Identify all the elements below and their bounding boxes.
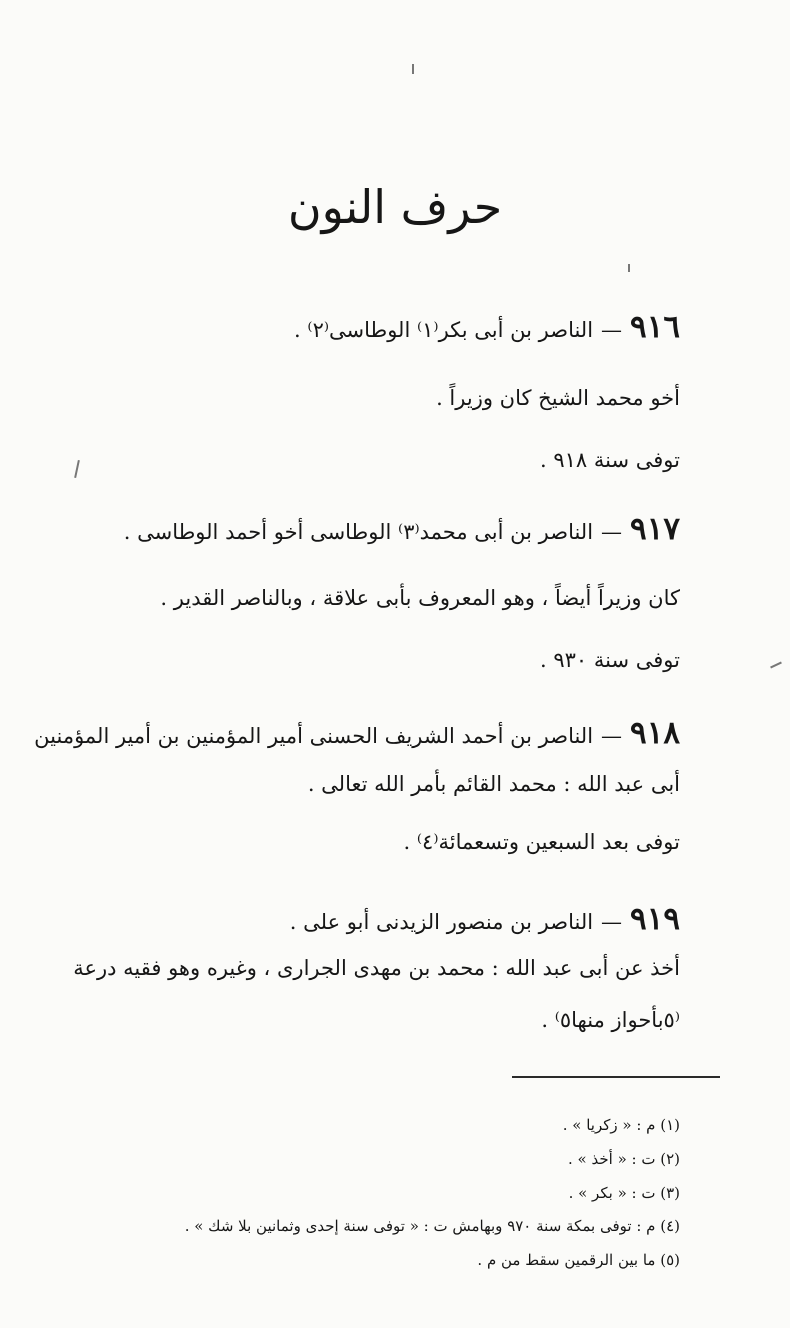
footnote: (٢) ت : « أخذ » . bbox=[568, 1150, 680, 1168]
entry-text: توفى سنة ٩١٨ . bbox=[540, 448, 680, 472]
entry-name: الناصر بن أحمد الشريف الحسنى أمير المؤمنين بن أمير المؤمنين bbox=[34, 724, 594, 748]
entry-name: الناصر بن أبى محمد⁽٣⁾ الوطاسى أخو أحمد الوطاسى . bbox=[123, 520, 594, 544]
entry-heading: ٩١٦—الناصر بن أبى بكر⁽١⁾ الوطاسى⁽٢⁾ . bbox=[294, 309, 680, 345]
entry-text: كان وزيراً أيضاً ، وهو المعروف بأبى علاقة ، وبالناصر القدير . bbox=[160, 586, 680, 610]
footnote: (٣) ت : « بكر » . bbox=[568, 1184, 680, 1202]
entry-text: توفى سنة ٩٣٠ . bbox=[540, 648, 680, 672]
entry-text: أبى عبد الله : محمد القائم بأمر الله تعالى . bbox=[307, 772, 680, 796]
entry-number: ٩١٩ bbox=[630, 901, 680, 937]
entry-text: توفى بعد السبعين وتسعمائة⁽٤⁾ . bbox=[403, 830, 680, 854]
footnote-divider bbox=[512, 1076, 720, 1078]
entry-heading: ٩١٩—الناصر بن منصور الزيدنى أبو على . bbox=[289, 901, 680, 937]
entry-number: ٩١٧ bbox=[630, 511, 680, 547]
footnote: (٥) ما بين الرقمين سقط من م . bbox=[477, 1251, 680, 1269]
footnote: (٤) م : توفى بمكة سنة ٩٧٠ وبهامش ت : « توفى سنة إحدى وثمانين بلا شك » . bbox=[184, 1217, 680, 1235]
scan-speck bbox=[628, 264, 630, 272]
scan-speck bbox=[770, 662, 782, 669]
entry-number: ٩١٨ bbox=[630, 715, 680, 751]
entry-heading: ٩١٧—الناصر بن أبى محمد⁽٣⁾ الوطاسى أخو أحمد الوطاسى . bbox=[123, 511, 680, 547]
entry-text: أخذ عن أبى عبد الله : محمد بن مهدى الجرارى ، وغيره وهو فقيه درعة bbox=[73, 956, 680, 980]
chapter-title: حرف النون bbox=[287, 180, 503, 234]
entry-number: ٩١٦ bbox=[630, 309, 680, 345]
footnote: (١) م : « زكريا » . bbox=[562, 1116, 680, 1134]
entry-name: الناصر بن أبى بكر⁽١⁾ الوطاسى⁽٢⁾ . bbox=[294, 318, 594, 342]
entry-name: الناصر بن منصور الزيدنى أبو على . bbox=[289, 910, 594, 934]
scan-speck bbox=[412, 64, 414, 74]
entry-text: ⁽٥بأحواز منها٥⁾ . bbox=[541, 1008, 680, 1032]
entry-text: أخو محمد الشيخ كان وزيراً . bbox=[436, 386, 680, 410]
entry-heading: ٩١٨—الناصر بن أحمد الشريف الحسنى أمير المؤمنين بن أمير المؤمنين bbox=[34, 715, 680, 751]
